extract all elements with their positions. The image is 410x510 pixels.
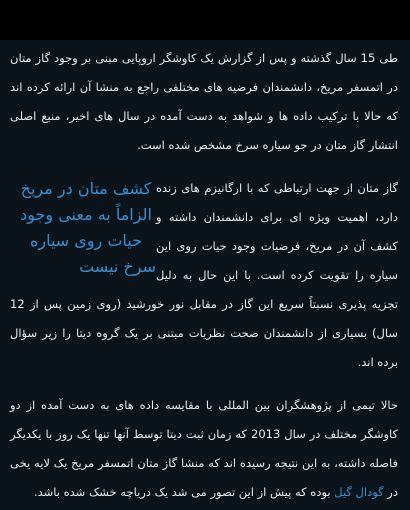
article-body	[10, 44, 398, 510]
paragraph-new-study	[10, 391, 398, 507]
paragraph-new-study-end: بوده که پیش از این تصور می شد یک دریاچه خشک شده باشد.	[33, 485, 335, 499]
paragraph-methane-life: گاز متان از جهت ارتباطی که با ارگانیزم های زنده دارد، اهمیت ویژه ای برای دانشمندان داشته و کشف آن در مریخ، فرضیات وجود حیات روی این سیاره را تقویت کرده است. با این حال به دلیل تجزیه پذیری نسبتاً سریع این گاز در مقابل نور خورشید (روی زمین پس از 12 سال) بسیاری از دانشمندان صحت نظریات مبتنی بر یک گروه دیتا را زیر سؤال برده اند.	[10, 181, 398, 369]
top-band	[0, 0, 410, 40]
gale-crater-link[interactable]: گودال گیل	[334, 485, 384, 499]
pull-quote: کشف متان در مریخ الزاماً به معنی وجود حیات روی سیاره سرخ نیست	[20, 179, 156, 276]
paragraph-intro: طی 15 سال گذشته و پس از گزارش یک کاوشگر اروپایی مبنی بر وجود گاز متان در اتمسفر مریخ، دانشمندان فرضیه های مختلفی راجع به منشا آن ارائه کرده اند که حالا با ترکیب داده ها و شواهد به دست آمده در سال های اخیر، منبع اصلی انتشار گاز متان در جو سیاره سرخ مشخص شده است.	[10, 51, 398, 152]
paragraph-new-study-start: حالا تیمی از پژوهشگران بین المللی با مقایسه داده های به دست آمده از دو کاوشگر مختلف در سال 2013 که زمان ثبت دیتا توسط آنها تنها یک روز با یکدیگر فاصله داشته، به این نتیجه رسیده اند که منشا گاز متان اتمسفر مریخ یک لایه یخی در	[10, 398, 398, 499]
